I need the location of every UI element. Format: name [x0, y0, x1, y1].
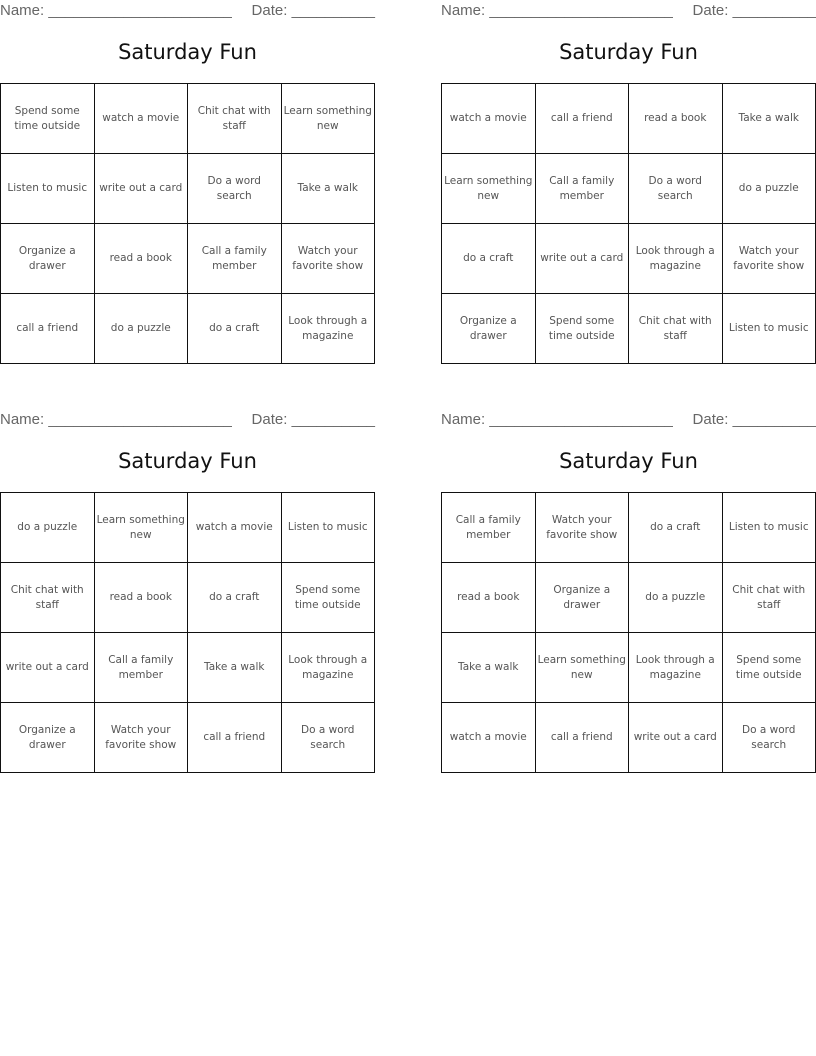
grid-cell: watch a movie	[94, 84, 188, 154]
name-field: Name: ______________________	[441, 2, 673, 19]
grid-cell: read a book	[442, 563, 536, 633]
grid-row	[1, 703, 375, 773]
grid-cell: write out a card	[1, 633, 95, 703]
name-field: Name: ______________________	[0, 411, 232, 428]
grid-cell: call a friend	[535, 84, 629, 154]
grid-cell: do a puzzle	[1, 493, 95, 563]
grid-cell: Call a family member	[188, 224, 282, 294]
grid-cell: read a book	[629, 84, 723, 154]
grid-cell: do a puzzle	[722, 154, 816, 224]
grid-cell: Do a word search	[188, 154, 282, 224]
grid-cell: Watch your favorite show	[281, 224, 375, 294]
grid-row	[442, 84, 816, 154]
grid-cell: Take a walk	[442, 633, 536, 703]
card-header	[441, 0, 816, 22]
grid-row	[442, 154, 816, 224]
grid-cell: call a friend	[188, 703, 282, 773]
grid-cell: do a craft	[442, 224, 536, 294]
grid-cell: read a book	[94, 224, 188, 294]
grid-cell: do a puzzle	[629, 563, 723, 633]
grid-row	[442, 633, 816, 703]
grid-cell: Chit chat with staff	[1, 563, 95, 633]
name-field: Name: ______________________	[441, 411, 673, 428]
grid-cell: Look through a magazine	[281, 294, 375, 364]
grid-row	[1, 563, 375, 633]
date-field: Date: __________	[251, 2, 375, 19]
grid-cell: Listen to music	[1, 154, 95, 224]
grid-cell: Chit chat with staff	[188, 84, 282, 154]
grid-cell: Look through a magazine	[281, 633, 375, 703]
grid-cell: Spend some time outside	[535, 294, 629, 364]
grid-row	[1, 633, 375, 703]
bingo-grid	[441, 492, 816, 773]
grid-cell: Call a family member	[94, 633, 188, 703]
grid-row	[1, 154, 375, 224]
grid-cell: Call a family member	[535, 154, 629, 224]
grid-cell: Spend some time outside	[722, 633, 816, 703]
grid-cell: do a puzzle	[94, 294, 188, 364]
card-header	[0, 409, 375, 431]
date-field: Date: __________	[692, 411, 816, 428]
grid-cell: Organize a drawer	[442, 294, 536, 364]
grid-cell: write out a card	[94, 154, 188, 224]
grid-row	[442, 563, 816, 633]
grid-cell: write out a card	[629, 703, 723, 773]
grid-cell: watch a movie	[442, 703, 536, 773]
grid-cell: Do a word search	[722, 703, 816, 773]
grid-cell: watch a movie	[442, 84, 536, 154]
grid-cell: Chit chat with staff	[629, 294, 723, 364]
grid-cell: do a craft	[629, 493, 723, 563]
bingo-grid	[0, 492, 375, 773]
bingo-grid	[0, 83, 375, 364]
grid-cell: Do a word search	[629, 154, 723, 224]
grid-cell: Organize a drawer	[535, 563, 629, 633]
grid-cell: call a friend	[535, 703, 629, 773]
grid-cell: write out a card	[535, 224, 629, 294]
name-field: Name: ______________________	[0, 2, 232, 19]
grid-row	[1, 294, 375, 364]
card-title: Saturday Fun	[559, 40, 698, 64]
grid-cell: Organize a drawer	[1, 703, 95, 773]
grid-row	[442, 703, 816, 773]
grid-cell: watch a movie	[188, 493, 282, 563]
grid-cell: Look through a magazine	[629, 224, 723, 294]
grid-row	[442, 294, 816, 364]
grid-cell: Look through a magazine	[629, 633, 723, 703]
grid-cell: Learn something new	[442, 154, 536, 224]
grid-row	[442, 224, 816, 294]
grid-cell: call a friend	[1, 294, 95, 364]
grid-cell: Listen to music	[722, 493, 816, 563]
grid-cell: Organize a drawer	[1, 224, 95, 294]
grid-cell: Listen to music	[722, 294, 816, 364]
grid-cell: Do a word search	[281, 703, 375, 773]
grid-cell: read a book	[94, 563, 188, 633]
card-header	[441, 409, 816, 431]
card-title: Saturday Fun	[118, 449, 257, 473]
date-field: Date: __________	[692, 2, 816, 19]
card-title: Saturday Fun	[559, 449, 698, 473]
grid-row	[1, 84, 375, 154]
grid-cell: Learn something new	[281, 84, 375, 154]
grid-cell: Take a walk	[722, 84, 816, 154]
grid-cell: Take a walk	[281, 154, 375, 224]
grid-cell: Spend some time outside	[281, 563, 375, 633]
grid-cell: Listen to music	[281, 493, 375, 563]
grid-cell: Call a family member	[442, 493, 536, 563]
date-field: Date: __________	[251, 411, 375, 428]
grid-cell: Spend some time outside	[1, 84, 95, 154]
grid-row	[1, 224, 375, 294]
grid-row	[1, 493, 375, 563]
card-title: Saturday Fun	[118, 40, 257, 64]
grid-cell: Watch your favorite show	[535, 493, 629, 563]
grid-row	[442, 493, 816, 563]
grid-cell: Take a walk	[188, 633, 282, 703]
grid-cell: Watch your favorite show	[94, 703, 188, 773]
bingo-grid	[441, 83, 816, 364]
grid-cell: Learn something new	[94, 493, 188, 563]
card-header	[0, 0, 375, 22]
grid-cell: do a craft	[188, 294, 282, 364]
grid-cell: do a craft	[188, 563, 282, 633]
grid-cell: Learn something new	[535, 633, 629, 703]
grid-cell: Chit chat with staff	[722, 563, 816, 633]
grid-cell: Watch your favorite show	[722, 224, 816, 294]
